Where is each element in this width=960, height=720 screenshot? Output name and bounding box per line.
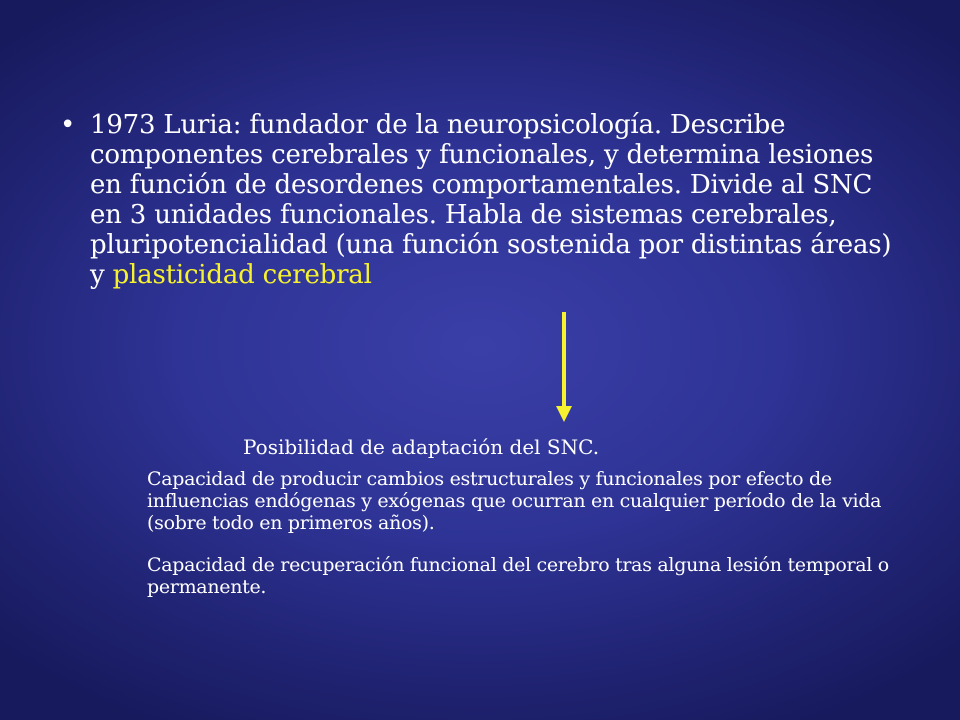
bullet-text [90, 110, 910, 290]
definition-paragraph: Capacidad de recuperación funcional del cerebro tras alguna lesión temporal o permanente. [147, 554, 889, 598]
definition-title: Posibilidad de adaptación del SNC. [243, 435, 600, 459]
bullet-marker: • [60, 110, 76, 140]
down-arrow-icon [552, 312, 576, 422]
bullet-item [60, 110, 920, 290]
main-text: 1973 Luria: fundador de la neuropsicología. Describe componentes cerebrales y funcionales, y determina lesiones en función de desordenes comportamentales. Divide al SNC en 3 unidades funcionales. Habla de sistemas cerebrales, pluripotencialidad (una función sostenida por distintas áreas) y [90, 110, 892, 290]
highlight-text: plasticidad cerebral [112, 260, 372, 290]
definition-paragraph: Capacidad de producir cambios estructurales y funcionales por efecto de influencias endógenas y exógenas que ocurran en cualquier período de la vida (sobre todo en primeros años). [147, 468, 882, 534]
